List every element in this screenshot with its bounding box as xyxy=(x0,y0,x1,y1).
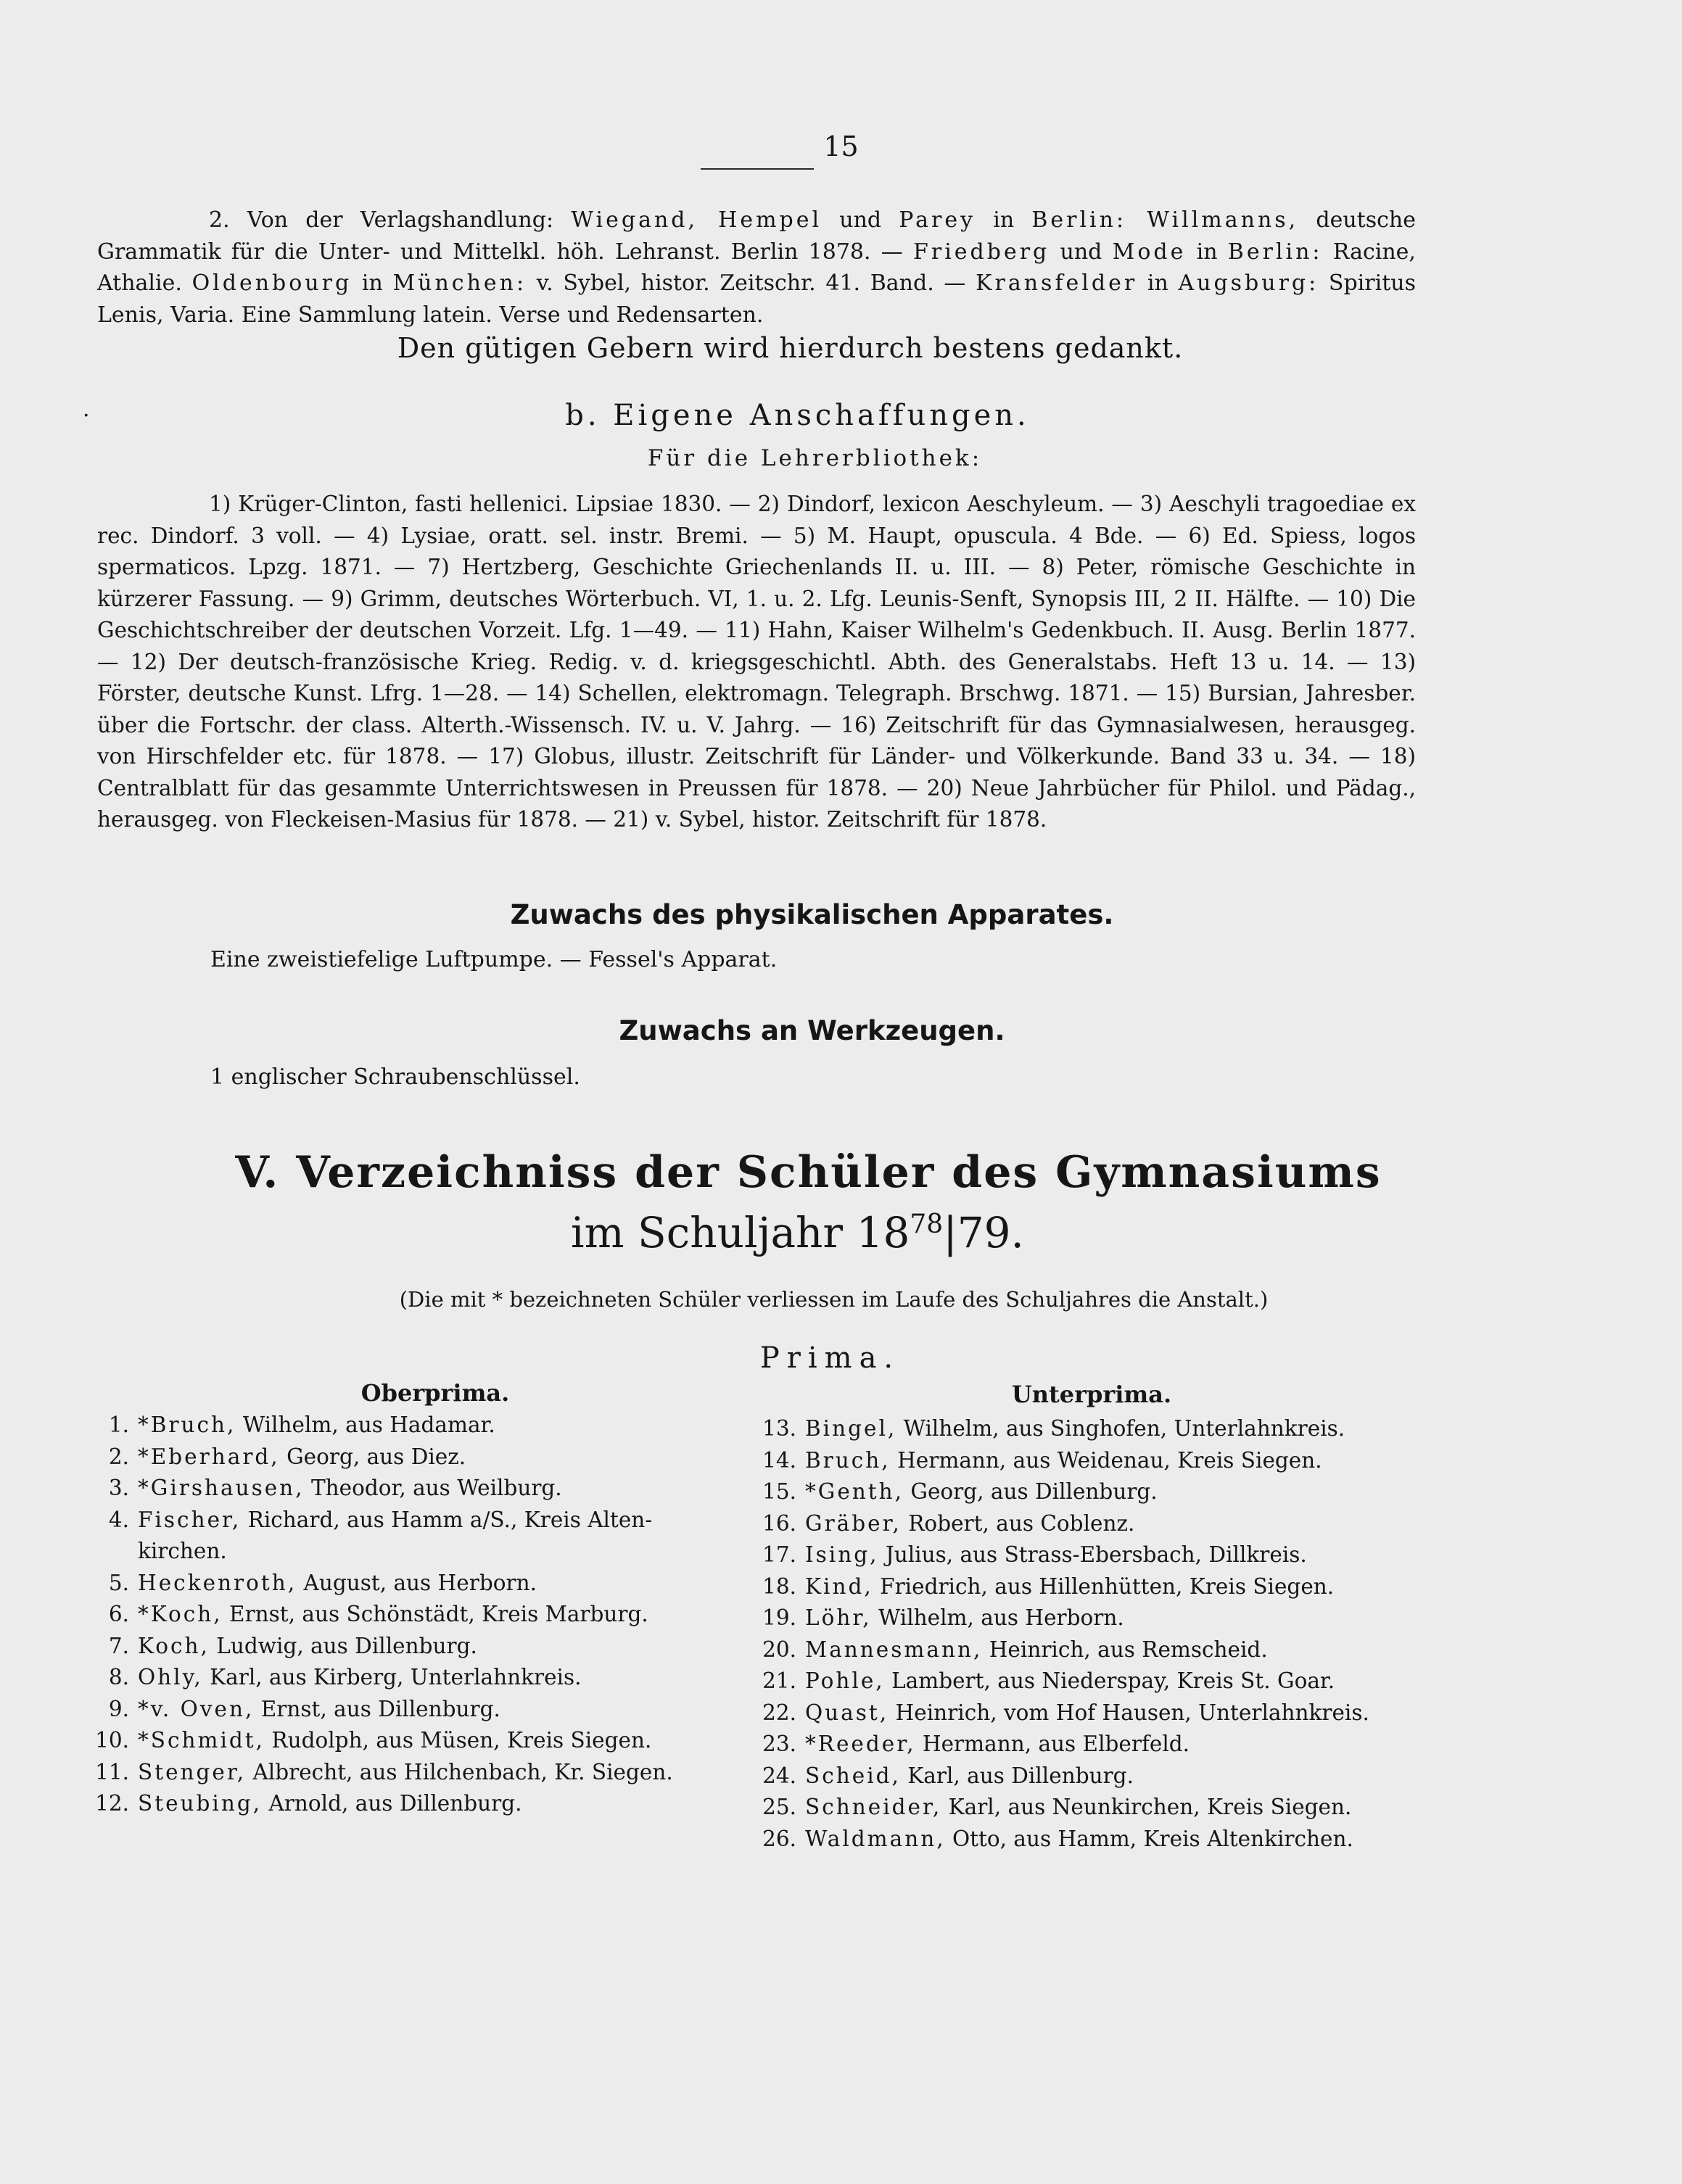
student-entry xyxy=(138,1507,652,1532)
acquisitions-subheading: Für die Lehrerbliothek: xyxy=(647,445,983,471)
unterprima-heading: Unterprima. xyxy=(1011,1381,1172,1408)
student-details: Lambert, aus Niederspay, Kreis St. Goar. xyxy=(884,1668,1335,1693)
student-number: 25. xyxy=(762,1795,796,1819)
student-entry xyxy=(138,1728,651,1753)
student-number: 18. xyxy=(762,1573,796,1599)
student-details: Albrecht, aus Hilchenbach, Kr. Siegen. xyxy=(246,1759,673,1784)
student-details: Robert, aus Coblenz. xyxy=(901,1510,1135,1536)
student-number: 21. xyxy=(762,1668,796,1693)
student-number: 24. xyxy=(762,1763,796,1788)
student-name: *Girshausen, xyxy=(138,1476,305,1500)
student-entry xyxy=(805,1542,1307,1567)
student-entry xyxy=(805,1574,1334,1599)
student-name: Heckenroth, xyxy=(138,1570,297,1595)
student-name: Bruch, xyxy=(805,1447,891,1473)
student-details: Julius, aus Strass-Ebersbach, Dillkreis. xyxy=(878,1542,1307,1567)
student-entry xyxy=(805,1763,1134,1788)
student-number: 3. xyxy=(108,1476,129,1500)
student-number: 8. xyxy=(108,1665,129,1689)
student-details: Heinrich, aus Remscheid. xyxy=(982,1637,1268,1662)
student-details: Hermann, aus Elberfeld. xyxy=(915,1732,1190,1756)
student-details: Friedrich, aus Hillenhütten, Kreis Siegen. xyxy=(873,1573,1335,1599)
student-entry xyxy=(138,1791,522,1816)
student-row xyxy=(108,1410,673,1441)
tools-text: 1 englischer Schraubenschlüssel. xyxy=(210,1064,580,1090)
student-row xyxy=(762,1571,1369,1603)
student-name: *Bruch, xyxy=(138,1412,236,1437)
physics-heading: Zuwachs des physikalischen Apparates. xyxy=(510,899,1114,930)
section-title: V. Verzeichniss der Schüler des Gymnasiums xyxy=(235,1147,1382,1198)
student-entry xyxy=(805,1448,1322,1473)
student-details: Arnold, aus Dillenburg. xyxy=(262,1791,522,1816)
student-details: August, aus Herborn. xyxy=(297,1570,537,1595)
student-row xyxy=(138,1536,673,1568)
student-details: Ernst, aus Dillenburg. xyxy=(254,1696,500,1721)
prima-heading: Prima. xyxy=(759,1341,901,1375)
student-details: Rudolph, aus Müsen, Kreis Siegen. xyxy=(265,1728,652,1753)
student-number: 19. xyxy=(762,1605,796,1630)
acquisitions-heading: b. Eigene Anschaffungen. xyxy=(565,399,1030,432)
student-row xyxy=(108,1631,673,1663)
student-row xyxy=(762,1761,1369,1792)
student-details: Wilhelm, aus Singhofen, Unterlahnkreis. xyxy=(896,1416,1345,1441)
page-number: 15 xyxy=(823,131,859,162)
student-number: 22. xyxy=(762,1700,796,1725)
student-name: Quast, xyxy=(805,1700,889,1725)
student-row xyxy=(762,1445,1369,1477)
student-name: Ising, xyxy=(805,1542,879,1567)
student-details: Ludwig, aus Dillenburg. xyxy=(209,1633,477,1658)
student-number: 26. xyxy=(762,1826,796,1851)
student-entry xyxy=(138,1760,673,1784)
page-number-rule xyxy=(701,168,814,170)
student-number: 1. xyxy=(108,1412,129,1437)
student-details: Karl, aus Dillenburg. xyxy=(900,1763,1134,1788)
physics-text: Eine zweistiefelige Luftpumpe. — Fessel's Apparat. xyxy=(210,947,778,972)
donation-paragraph: 2. Von der Verlagshandlung: Wiegand, Hempel und Parey in Berlin: Willmanns, deutsche Grammatik für die Unter- und Mittelkl. höh. Lehranst. Berlin 1878. — Friedberg und Mode in Berlin: Racine, Athalie. Oldenbourg in München: v. Sybel, histor. Zeitschr. 41. Band. — Kransfelder in Augsburg: Spiritus Lenis, Varia. Eine Sammlung latein. Verse und Redensarten. xyxy=(97,207,1416,328)
student-entry xyxy=(138,1602,648,1626)
student-name: Ohly, xyxy=(138,1665,203,1689)
student-row xyxy=(108,1694,673,1726)
student-name: *Koch, xyxy=(138,1602,223,1626)
student-entry xyxy=(805,1605,1124,1630)
student-name: Koch, xyxy=(138,1633,210,1658)
student-row xyxy=(108,1568,673,1600)
student-name: Kind, xyxy=(805,1573,873,1599)
student-name: *Genth, xyxy=(805,1479,904,1504)
student-row xyxy=(762,1792,1369,1824)
student-entry xyxy=(805,1637,1268,1662)
student-row xyxy=(108,1599,673,1631)
student-details: Georg, aus Dillenburg. xyxy=(904,1479,1158,1504)
student-number: 9. xyxy=(108,1696,129,1721)
student-number: 17. xyxy=(762,1542,796,1567)
student-row xyxy=(762,1824,1369,1856)
student-number: 2. xyxy=(108,1444,129,1469)
student-number: 6. xyxy=(108,1602,129,1626)
student-number: 20. xyxy=(762,1637,796,1662)
thanks-line: Den gütigen Gebern wird hierdurch bestens gedankt. xyxy=(397,332,1184,364)
student-number: 4. xyxy=(108,1507,129,1532)
student-details: Wilhelm, aus Hadamar. xyxy=(236,1412,495,1437)
student-entry xyxy=(138,1634,477,1658)
student-row xyxy=(762,1508,1369,1540)
student-entry xyxy=(138,1571,537,1595)
student-entry xyxy=(805,1511,1134,1536)
student-number: 23. xyxy=(762,1732,796,1756)
student-name: Stenger, xyxy=(138,1759,247,1784)
student-number: 5. xyxy=(108,1570,129,1595)
student-number: 16. xyxy=(762,1510,796,1536)
student-name: *Schmidt, xyxy=(138,1728,265,1753)
student-row xyxy=(108,1441,673,1473)
student-details: Theodor, aus Weilburg. xyxy=(304,1476,562,1500)
note-text: (Die mit * bezeichneten Schüler verliessen im Laufe des Schuljahres die Anstalt.) xyxy=(399,1287,1269,1312)
student-name: *v. Oven, xyxy=(138,1696,255,1721)
student-number: 11. xyxy=(95,1759,129,1784)
student-name: Steubing, xyxy=(138,1791,263,1816)
student-entry xyxy=(805,1827,1353,1851)
oberprima-heading: Oberprima. xyxy=(360,1379,510,1407)
student-name: Schneider, xyxy=(805,1795,942,1819)
student-name: Löhr, xyxy=(805,1605,872,1630)
acquisitions-paragraph: 1) Krüger-Clinton, fasti hellenici. Lipsiae 1830. — 2) Dindorf, lexicon Aeschyleum. — 3) Aeschyli tragoediae ex rec. Dindorf. 3 voll. — 4) Lysiae, oratt. sel. instr. Bremi. — 5) M. Haupt, opuscula. 4 Bde. — 6) Ed. Spiess, logos spermaticos. Lpzg. 1871. — 7) Hertzberg, Geschichte Griechenlands II. u. III. — 8) Peter, römische Geschichte in kürzerer Fassung. — 9) Grimm, deutsches Wörterbuch. VI, 1. u. 2. Lfg. Leunis-Senft, Synopsis III, 2 II. Hälfte. — 10) Die Geschichtschreiber der deutschen Vorzeit. Lfg. 1—49. — 11) Hahn, Kaiser Wilhelm's Gedenkbuch. II. Ausg. Berlin 1877. — 12) Der deutsch-französische Krieg. Redig. v. d. kriegsgeschichtl. Abth. des Generalstabs. Heft 13 u. 14. — 13) Förster, deutsche Kunst. Lfrg. 1—28. — 14) Schellen, elektromagn. Telegraph. Brschwg. 1871. — 15) Bursian, Jahresber. über die Fortschr. der class. Alterth.-Wissensch. IV. u. V. Jahrg. — 16) Zeitschrift für das Gymnasialwesen, herausgeg. von Hirschfelder etc. für 1878. — 17) Globus, illustr. Zeitschrift für Länder- und Völkerkunde. Band 33 u. 34. — 18) Centralblatt für das gesammte Unterrichtswesen in Preussen für 1878. — 20) Neue Jahrbücher für Philol. und Pädag., herausgeg. von Fleckeisen-Masius für 1878. — 21) v. Sybel, histor. Zeitschrift für 1878. xyxy=(97,492,1416,832)
student-number: 15. xyxy=(762,1479,796,1504)
student-name: Bingel, xyxy=(805,1416,897,1441)
student-name: Mannesmann, xyxy=(805,1637,983,1662)
student-name: Gräber, xyxy=(805,1510,902,1536)
student-entry xyxy=(805,1732,1190,1756)
margin-dot: · xyxy=(83,403,90,429)
student-row xyxy=(762,1634,1369,1666)
student-row xyxy=(95,1788,673,1820)
student-details: Otto, aus Hamm, Kreis Altenkirchen. xyxy=(945,1826,1353,1851)
student-entry xyxy=(805,1700,1369,1725)
student-entry xyxy=(138,1697,500,1721)
student-entry xyxy=(138,1476,562,1500)
student-number: 7. xyxy=(108,1633,129,1658)
student-details: Heinrich, vom Hof Hausen, Unterlahnkreis. xyxy=(889,1700,1369,1725)
student-name: *Eberhard, xyxy=(138,1444,280,1469)
student-row xyxy=(108,1473,673,1505)
student-name: Pohle, xyxy=(805,1668,885,1693)
student-row xyxy=(108,1505,673,1536)
student-details: Karl, aus Neunkirchen, Kreis Siegen. xyxy=(941,1795,1352,1819)
student-entry xyxy=(805,1416,1345,1441)
student-row xyxy=(762,1666,1369,1697)
student-row xyxy=(108,1662,673,1694)
student-entry xyxy=(805,1668,1335,1693)
student-row xyxy=(95,1725,673,1757)
student-entry xyxy=(805,1479,1158,1504)
student-number: 14. xyxy=(762,1447,796,1473)
student-entry xyxy=(805,1795,1351,1819)
student-number: 10. xyxy=(95,1728,129,1753)
student-row xyxy=(762,1539,1369,1571)
student-name: Waldmann, xyxy=(805,1826,946,1851)
student-details: Wilhelm, aus Herborn. xyxy=(871,1605,1124,1630)
student-name: Scheid, xyxy=(805,1763,901,1788)
student-entry xyxy=(138,1539,227,1563)
student-row xyxy=(762,1729,1369,1761)
student-details: Georg, aus Diez. xyxy=(279,1444,466,1469)
year-title: im Schuljahr $18^{78}|79$. xyxy=(571,1208,1024,1257)
student-entry xyxy=(138,1412,495,1437)
student-details: kirchen. xyxy=(138,1539,227,1563)
student-row xyxy=(762,1602,1369,1634)
student-row xyxy=(762,1476,1369,1508)
student-details: Ernst, aus Schönstädt, Kreis Marburg. xyxy=(222,1602,648,1626)
oberprima-list xyxy=(95,1410,673,1820)
student-name: *Reeder, xyxy=(805,1732,916,1756)
student-number: 13. xyxy=(762,1416,796,1441)
student-row xyxy=(762,1697,1369,1729)
student-entry xyxy=(138,1444,466,1469)
student-name: Fischer, xyxy=(138,1507,242,1532)
student-details: Hermann, aus Weidenau, Kreis Siegen. xyxy=(890,1447,1322,1473)
student-entry xyxy=(138,1665,582,1689)
student-number: 12. xyxy=(95,1791,129,1816)
tools-heading: Zuwachs an Werkzeugen. xyxy=(619,1015,1005,1046)
unterprima-list xyxy=(762,1413,1369,1855)
student-row xyxy=(762,1413,1369,1445)
student-row xyxy=(95,1757,673,1789)
student-details: Karl, aus Kirberg, Unterlahnkreis. xyxy=(202,1665,582,1689)
student-details: Richard, aus Hamm a/S., Kreis Alten- xyxy=(241,1507,653,1532)
